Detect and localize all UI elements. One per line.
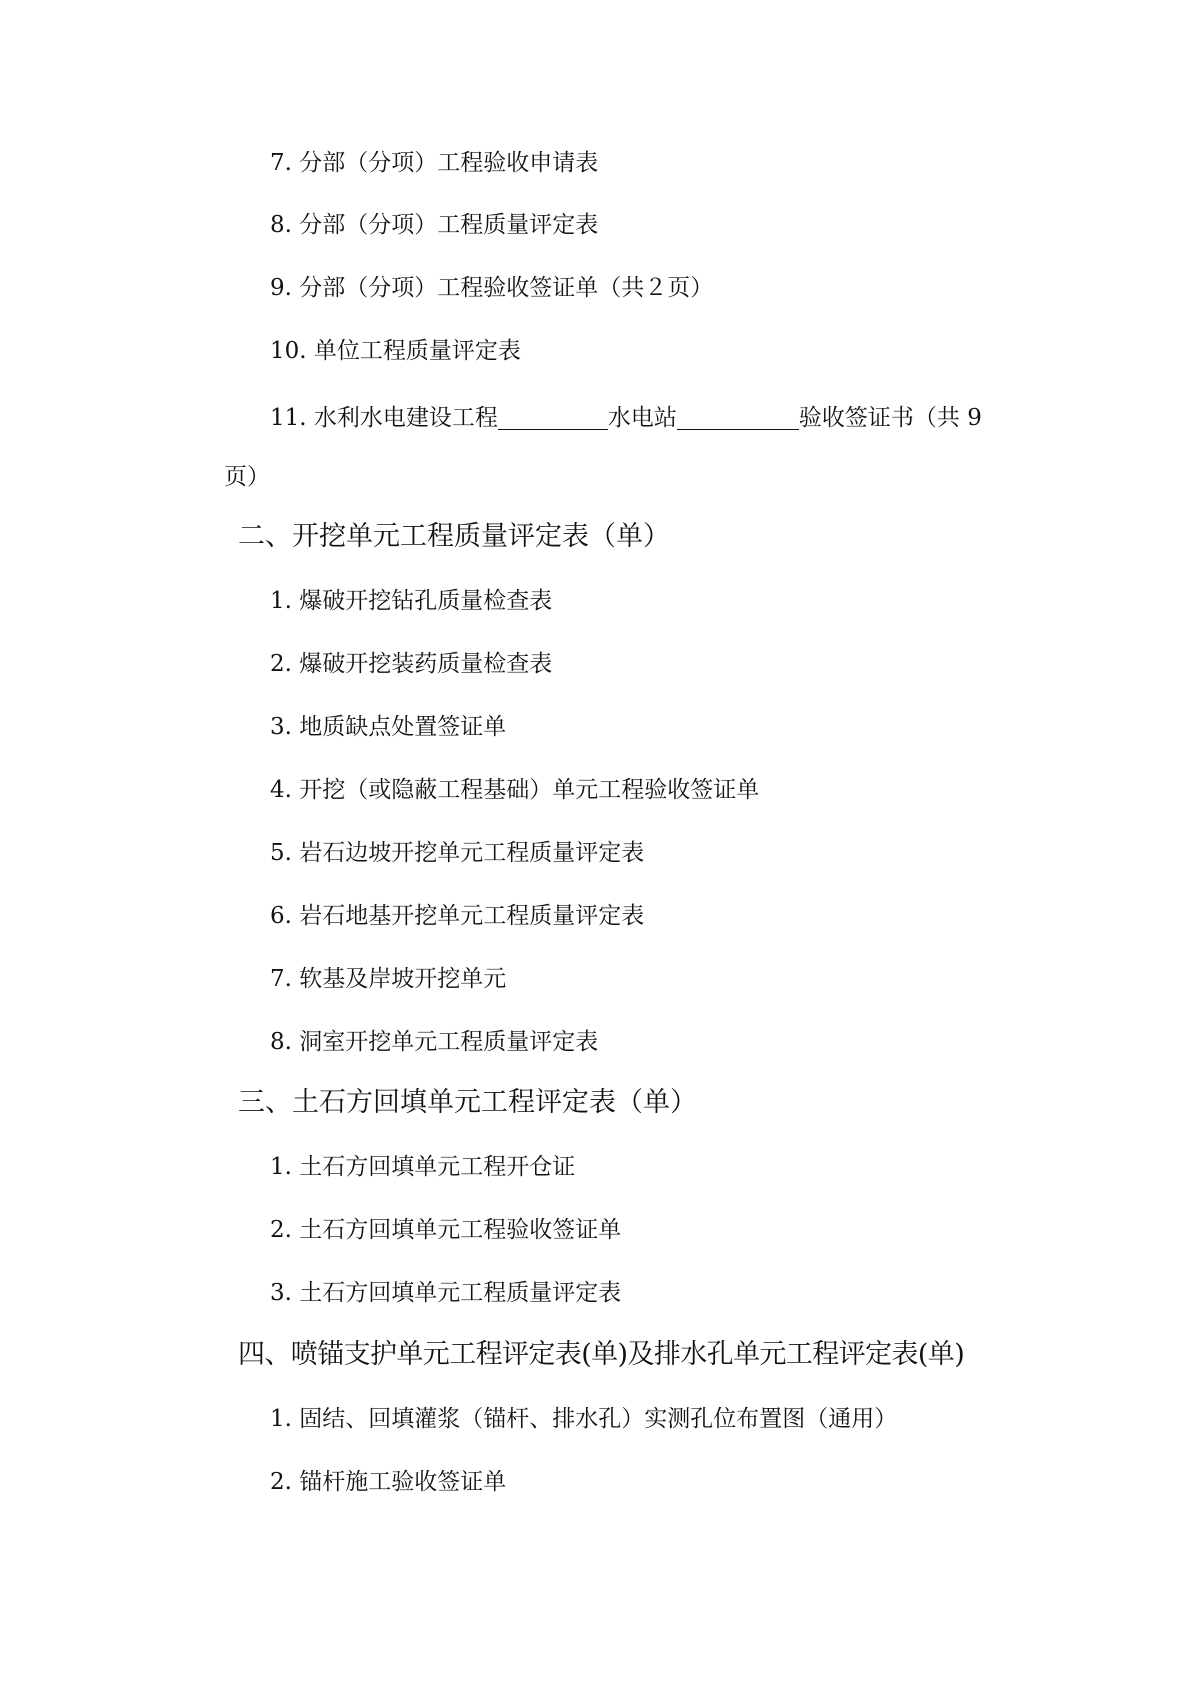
list-item: 6. 岩石地基开挖单元工程质量评定表 (270, 903, 645, 929)
list-item: 7. 软基及岸坡开挖单元 (270, 966, 507, 992)
list-item: 7. 分部（分项）工程验收申请表 (270, 150, 599, 176)
item-11-continuation: 页） (224, 464, 270, 490)
item-11-suffix: 验收签证书（共 9 (798, 405, 982, 431)
list-item: 1. 固结、回填灌浆（锚杆、排水孔）实测孔位布置图（通用） (270, 1406, 898, 1432)
blank-line (677, 403, 799, 430)
list-item: 2. 锚杆施工验收签证单 (270, 1469, 507, 1495)
list-item: 8. 分部（分项）工程质量评定表 (270, 212, 599, 238)
list-item: 8. 洞室开挖单元工程质量评定表 (270, 1029, 599, 1055)
list-item: 9. 分部（分项）工程验收签证单（共２页） (270, 275, 714, 301)
list-item: 1. 爆破开挖钻孔质量检查表 (270, 588, 553, 614)
list-item: 2. 爆破开挖装药质量检查表 (270, 651, 553, 677)
list-item: 3. 地质缺点处置签证单 (270, 714, 507, 740)
list-item: 1. 土石方回填单元工程开仓证 (270, 1154, 576, 1180)
list-item-11 (270, 403, 982, 430)
list-item: 10. 单位工程质量评定表 (270, 338, 521, 364)
list-item: 2. 土石方回填单元工程验收签证单 (270, 1217, 622, 1243)
list-item: 4. 开挖（或隐蔽工程基础）单元工程验收签证单 (270, 777, 760, 803)
section-4-title: 四、喷锚支护单元工程评定表(单)及排水孔单元工程评定表(单) (238, 1339, 965, 1370)
list-item: 5. 岩石边坡开挖单元工程质量评定表 (270, 840, 645, 866)
section-3-title: 三、土石方回填单元工程评定表（单） (238, 1087, 697, 1118)
blank-line (498, 403, 608, 430)
section-2-title: 二、开挖单元工程质量评定表（单） (238, 521, 670, 552)
list-item: 3. 土石方回填单元工程质量评定表 (270, 1280, 622, 1306)
item-11-prefix: 11. 水利水电建设工程 (270, 405, 498, 431)
item-11-middle: 水电站 (607, 405, 677, 431)
